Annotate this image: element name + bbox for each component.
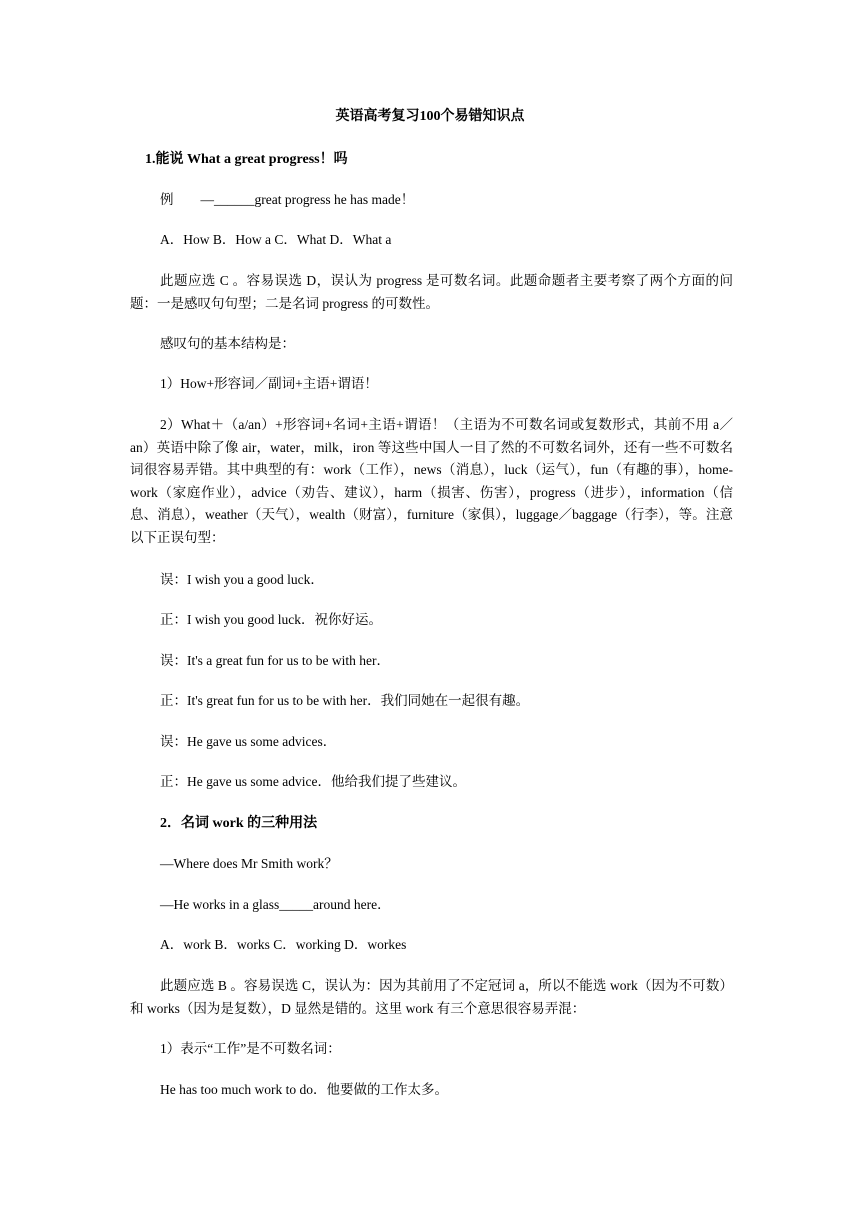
section1-structure-intro: 感叹句的基本结构是： <box>160 336 295 351</box>
section2-usage-1-example: He has too much work to do．他要做的工作太多。 <box>160 1082 448 1097</box>
section1-explanation: 此题应选 C 。容易误选 D，误认为 progress 是可数名词。此题命题者主要考察了两个方面的问题：一是感叹句句型；二是名词 progress 的可数性。 <box>130 273 733 311</box>
pair-wrong-1: 误：I wish you a good luck． <box>160 572 324 587</box>
section1-structure-2: 2）What＋（a/an）+形容词+名词+主语+谓语！（主语为不可数名词或复数形式，其前不用 a／an）英语中除了像 air，water，milk，iron 等这些中国人一目了然的不可数名词外，还有一些不可数名词很容易弄错。其中典型的有：work（工作），news（消息），luck（运气），fun（有趣的事），home-work（家庭作业），advice（劝告、建议），harm（损害、伤害），progress（进步），information（信息、消息），weather（天气），wealth（财富），furniture（家俱），luggage／baggage（行李），等。注意以下正误句型： <box>130 417 733 545</box>
section1-options: A．How B．How a C．What D．What a <box>160 232 392 247</box>
section1-structure-1: 1）How+形容词／副词+主语+谓语！ <box>160 376 378 391</box>
section2-explanation: 此题应选 B 。容易误选 C，误认为：因为其前用了不定冠词 a，所以不能选 work（因为不可数）和 works（因为是复数），D 显然是错的。这里 work 有三个意思很容易弄混： <box>130 978 733 1016</box>
section2-dialog-2: —He works in a glass_____around here． <box>160 897 391 912</box>
document-title: 英语高考复习100个易错知识点 <box>335 109 525 124</box>
pair-right-3: 正：He gave us some advice．他给我们提了些建议。 <box>160 774 466 789</box>
pair-wrong-2: 误：It's a great fun for us to be with her． <box>160 653 391 668</box>
section2-options: A．work B．works C．working D．workes <box>160 937 407 952</box>
section2-heading: 2．名词 work 的三种用法 <box>160 816 318 831</box>
pair-right-2: 正：It's great fun for us to be with her．我们同她在一起很有趣。 <box>160 693 530 708</box>
section2-usage-1: 1）表示“工作”是不可数名词： <box>160 1041 341 1056</box>
section2-dialog-1: —Where does Mr Smith work？ <box>160 856 338 871</box>
pair-right-1: 正：I wish you good luck．祝你好运。 <box>160 612 382 627</box>
pair-wrong-3: 误：He gave us some advices． <box>160 734 337 749</box>
section1-heading: 1.能说 What a great progress！吗 <box>145 152 348 167</box>
section1-example: 例 —______great progress he has made！ <box>160 192 415 207</box>
